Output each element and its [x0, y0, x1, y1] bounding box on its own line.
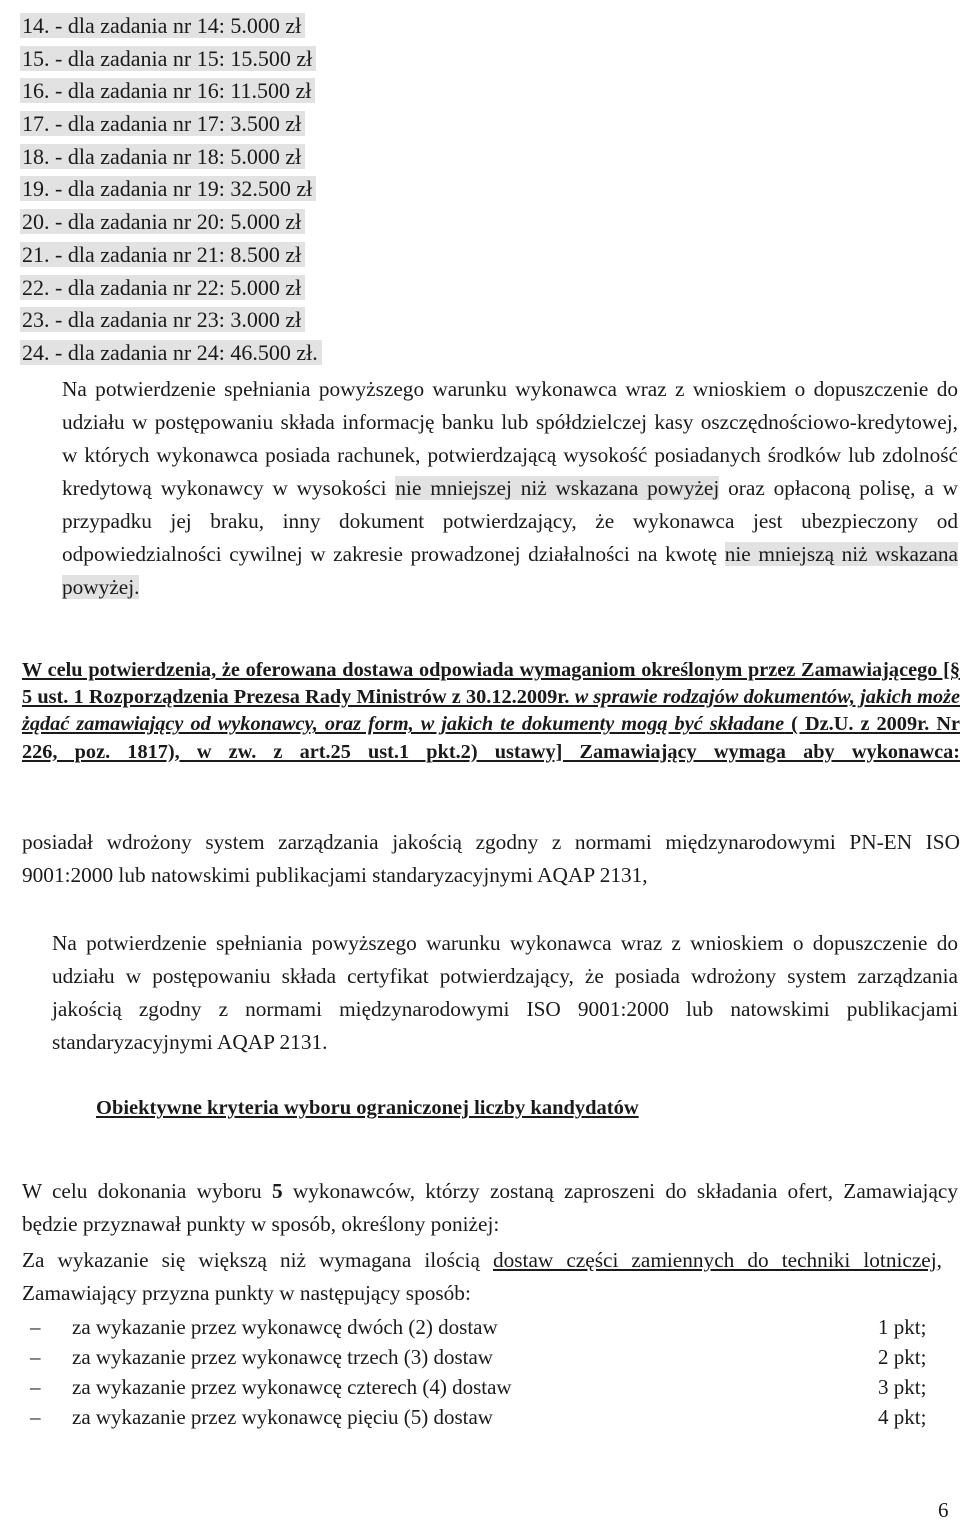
list-item	[20, 10, 322, 43]
budget-list	[20, 10, 322, 370]
budget-line: 21. - dla zadania nr 21: 8.500 zł	[20, 242, 305, 267]
list-item	[20, 272, 322, 305]
budget-line: 16. - dla zadania nr 16: 11.500 zł	[20, 78, 315, 103]
paragraph-text: , Zamawiający przyzna punkty w następujący sposób:	[22, 1248, 942, 1305]
point-criterion: za wykazanie przez wykonawcę trzech (3) dostaw	[72, 1345, 493, 1369]
budget-line: 24. - dla zadania nr 24: 46.500 zł.	[20, 340, 322, 365]
points-list	[30, 1312, 940, 1432]
points-intro-paragraph	[22, 1244, 942, 1310]
paragraph-text: wykonawców, którzy zostaną zaproszeni do składania ofert, Zamawiający będzie przyznawał punkty w sposób, określony poniżej:	[22, 1179, 959, 1236]
point-criterion: za wykazanie przez wykonawcę czterech (4) dostaw	[72, 1375, 512, 1399]
dash-bullet: –	[30, 1345, 41, 1369]
underlined-text: dostaw części zamiennych do techniki lotniczej	[492, 1248, 937, 1272]
list-item	[20, 108, 322, 141]
budget-line: 22. - dla zadania nr 22: 5.000 zł	[20, 275, 305, 300]
list-item	[20, 206, 322, 239]
budget-line: 20. - dla zadania nr 20: 5.000 zł	[20, 209, 305, 234]
point-score: 4 pkt;	[878, 1405, 927, 1429]
paragraph-text: W celu dokonania wyboru	[22, 1179, 272, 1203]
highlighted-text: nie mniejszą niż wskazana powyżej.	[62, 542, 958, 599]
list-item	[20, 337, 322, 370]
budget-line: 19. - dla zadania nr 19: 32.500 zł	[20, 176, 316, 201]
list-item	[20, 173, 322, 206]
dash-bullet: –	[30, 1375, 41, 1399]
selection-paragraph	[22, 1175, 958, 1241]
point-criterion: za wykazanie przez wykonawcę pięciu (5) dostaw	[72, 1405, 493, 1429]
dash-bullet: –	[30, 1315, 41, 1339]
budget-line: 14. - dla zadania nr 14: 5.000 zł	[20, 13, 305, 38]
list-item	[30, 1372, 940, 1402]
candidate-count: 5	[271, 1179, 283, 1203]
financial-condition-paragraph	[62, 373, 958, 604]
certificate-paragraph: Na potwierdzenie spełniania powyższego warunku wykonawca wraz z wnioskiem o dopuszczenie do udziału w postępowaniu składa certyfikat potwierdzający, że posiada wdrożony system zarządzania jakością zgodny z normami międzynarodowymi ISO 9001:2000 lub natowskimi publikacjami standaryzacyjnymi AQAP 2131.	[52, 931, 958, 1054]
budget-line: 17. - dla zadania nr 17: 3.500 zł	[20, 111, 305, 136]
list-item	[20, 304, 322, 337]
point-score: 3 pkt;	[878, 1375, 927, 1399]
dash-bullet: –	[30, 1405, 41, 1429]
regulation-title: w sprawie rodzajów dokumentów, jakich może żądać zamawiający od wykonawcy, oraz form, w jakich te dokumenty mogą być składane	[22, 686, 960, 736]
budget-line: 23. - dla zadania nr 23: 3.000 zł	[20, 307, 305, 332]
point-score: 2 pkt;	[878, 1345, 927, 1369]
page-number: 6	[938, 1498, 949, 1522]
quality-system-paragraph: posiadał wdrożony system zarządzania jakością zgodny z normami międzynarodowymi PN-EN ISO 9001:2000 lub natowskimi publikacjami standaryzacyjnymi AQAP 2131,	[22, 830, 960, 887]
paragraph-text: oraz opłaconą polisę, a w przypadku jej braku, inny dokument potwierdzający, że wykonawca jest ubezpieczony od odpowiedzialności cywilnej w zakresie prowadzonej działalności na kwotę	[62, 476, 958, 566]
list-item	[30, 1312, 940, 1342]
paragraph-text: Na potwierdzenie spełniania powyższego warunku wykonawca wraz z wnioskiem o dopuszczenie do udziału w postępowaniu składa informację banku lub spółdzielczej kasy oszczędnościowo-kredytowej, w których wykonawca posiada rachunek, potwierdzającą wysokość posiadanych środków lub zdolność kredytową wykonawcy w wysokości	[62, 377, 958, 500]
budget-line: 18. - dla zadania nr 18: 5.000 zł	[20, 144, 305, 169]
list-item	[20, 239, 322, 272]
requirement-text: W celu potwierdzenia, że oferowana dostawa odpowiada wymaganiom określonym przez Zamawiającego [§ 5 ust. 1 Rozporządzenia Prezesa Rady Ministrów z 30.12.2009r.	[22, 659, 960, 709]
list-item	[30, 1402, 940, 1432]
list-item	[20, 43, 322, 76]
requirement-text: ( Dz.U. z 2009r. Nr 226, poz. 1817), w zw. z art.25 ust.1 pkt.2) ustawy] Zamawiający wymaga aby wykonawca:	[22, 713, 960, 763]
list-item	[20, 75, 322, 108]
list-item	[20, 141, 322, 174]
budget-line: 15. - dla zadania nr 15: 15.500 zł	[20, 46, 316, 71]
point-score: 1 pkt;	[878, 1315, 927, 1339]
list-item	[30, 1342, 940, 1372]
paragraph-text: Za wykazanie się większą niż wymagana ilością	[22, 1248, 493, 1272]
point-criterion: za wykazanie przez wykonawcę dwóch (2) dostaw	[72, 1315, 498, 1339]
section-heading: Obiektywne kryteria wyboru ograniczonej liczby kandydatów	[96, 1097, 639, 1119]
highlighted-text: nie mniejszej niż wskazana powyżej	[395, 476, 720, 500]
requirement-statement	[22, 657, 960, 766]
